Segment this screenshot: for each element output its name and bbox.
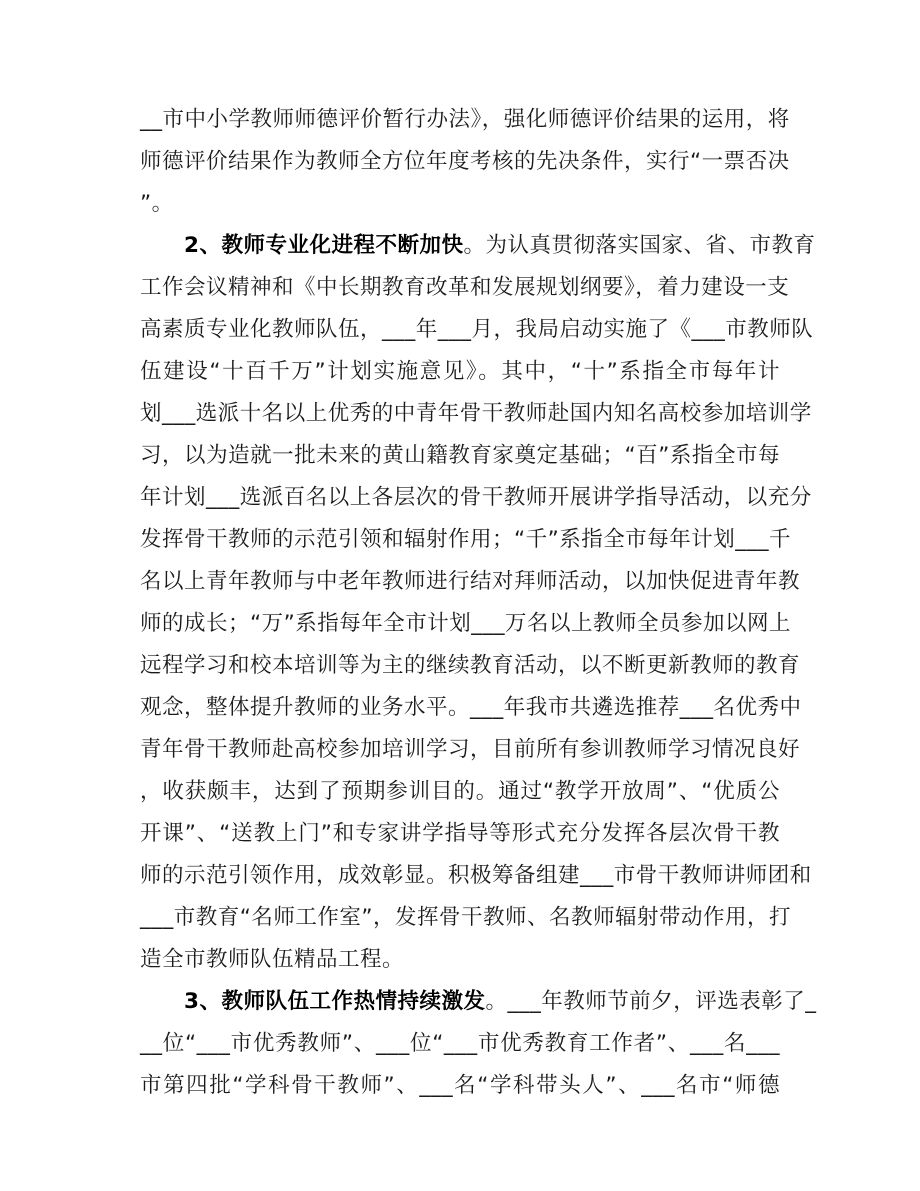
text-line: 师的成长；“万”系指每年全市计划___万名以上教师全员参加以网上 xyxy=(140,611,792,636)
text-line: 远程学习和校本培训等为主的继续教育活动，以不断更新教师的教育 xyxy=(140,653,801,678)
text-line: 年计划___选派百名以上各层次的骨干教师开展讲学指导活动，以充分 xyxy=(140,485,812,510)
text-line: ，收获颇丰，达到了预期参训目的。通过“教学开放周”、“优质公 xyxy=(140,779,780,804)
text-line: ___市教育“名师工作室”，发挥骨干教师、名教师辐射带动作用，打 xyxy=(140,905,792,930)
text-line: 划___选派十名以上优秀的中青年骨干教师赴国内知名高校参加培训学 xyxy=(140,401,812,426)
text-span: 。为认真贯彻落实国家、省、市教育 xyxy=(463,233,816,258)
text-line: 造全市教师队伍精品工程。 xyxy=(140,947,405,972)
text-line: 青年骨干教师赴高校参加培训学习，目前所有参训教师学习情况良好 xyxy=(140,737,801,762)
text-line: 市第四批“学科骨干教师”、___名“学科带头人”、___名市“师德 xyxy=(140,1073,780,1098)
text-line: 伍建设“十百千万”计划实施意见》。其中，“十”系指全市每年计 xyxy=(140,359,780,384)
section-heading-2: 2、教师专业化进程不断加快 xyxy=(184,233,464,258)
text-line: __位“___市优秀教师”、___位“___市优秀教育工作者”、___名___ xyxy=(140,1031,780,1056)
paragraph-3-first-line xyxy=(184,984,817,1020)
text-line: 师的示范引领作用，成效彰显。积极筹备组建___市骨干教师讲师团和 xyxy=(140,863,812,888)
text-line: ”。 xyxy=(140,191,174,216)
section-heading-3: 3、教师队伍工作热情持续激发 xyxy=(184,989,486,1014)
text-line: 师德评价结果作为教师全方位年度考核的先决条件，实行“一票否决 xyxy=(140,149,790,174)
text-line: 名以上青年教师与中老年教师进行结对拜师活动，以加快促进青年教 xyxy=(140,569,801,594)
text-span: 。___年教师节前夕，评选表彰了_ xyxy=(485,989,817,1014)
text-line: 高素质专业化教师队伍，___年___月，我局启动实施了《___市教师队 xyxy=(140,317,814,342)
text-line: __市中小学教师师德评价暂行办法》，强化师德评价结果的运用，将 xyxy=(140,107,790,132)
text-line: 开课”、“送教上门”和专家讲学指导等形式充分发挥各层次骨干教 xyxy=(140,821,780,846)
text-line: 习，以为造就一批未来的黄山籍教育家奠定基础；“百”系指全市每 xyxy=(140,443,780,468)
paragraph-2-first-line xyxy=(184,228,816,264)
text-line: 工作会议精神和《中长期教育改革和发展规划纲要》，着力建设一支 xyxy=(140,275,790,300)
text-line: 发挥骨干教师的示范引领和辐射作用；“千”系指全市每年计划___千 xyxy=(140,527,792,552)
text-line: 观念，整体提升教师的业务水平。___年我市共遴选推荐___名优秀中 xyxy=(140,695,802,720)
